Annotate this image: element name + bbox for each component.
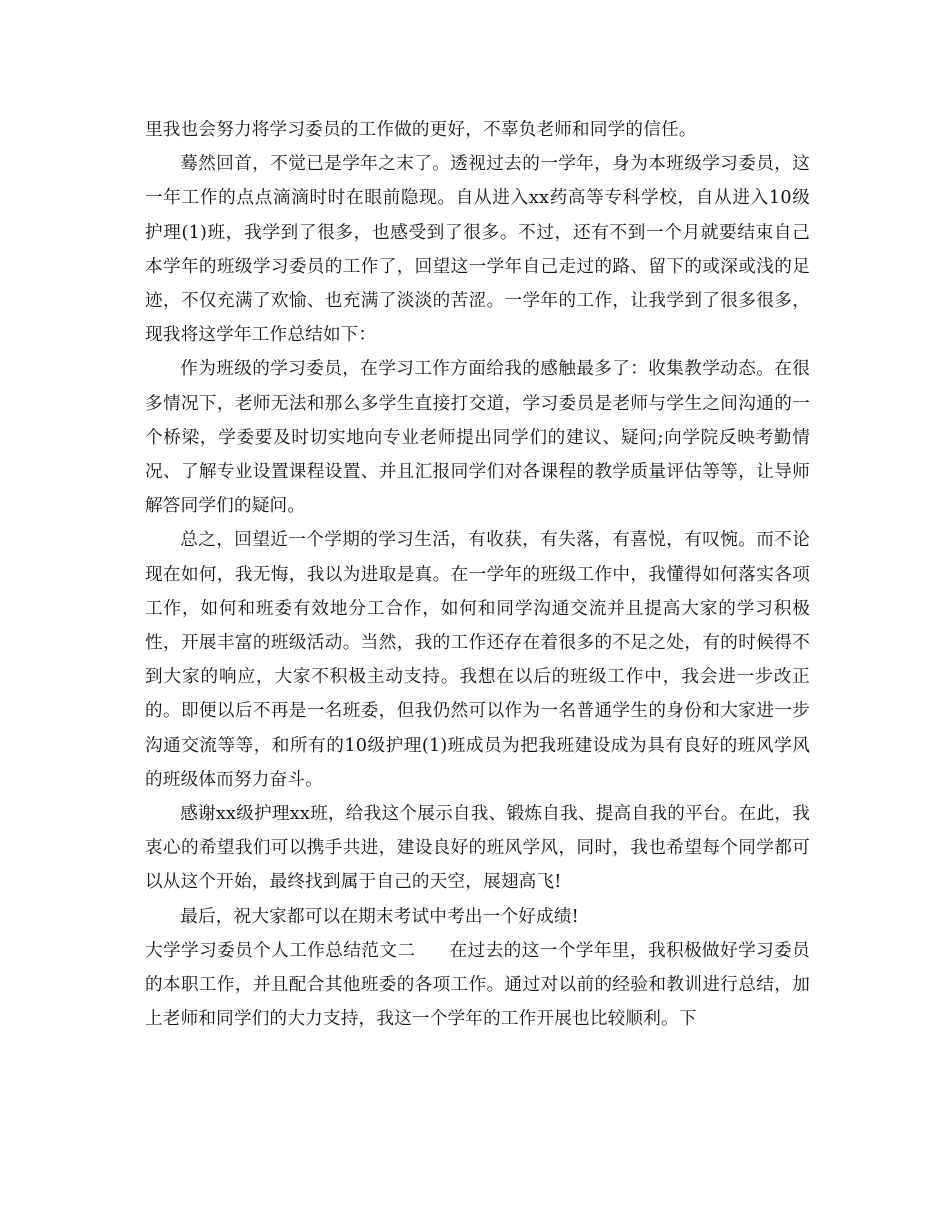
paragraph-2: 蓦然回首，不觉已是学年之末了。透视过去的一学年，身为本班级学习委员，这一年工作的点点滴滴时时在眼前隐现。自从进入xx药高等专科学校，自从进入10级护理(1)班，我学到了很多，也感受到了很多。不过，还有不到一个月就要结束自己本学年的班级学习委员的工作了，回望这一学年自己走过的路、留下的或深或浅的足迹，不仅充满了欢愉、也充满了淡淡的苦涩。一学年的工作，让我学到了很多很多，现我将这学年工作总结如下： bbox=[145, 154, 810, 346]
section-paragraph bbox=[145, 934, 810, 1037]
section-title: 大学学习委员个人工作总结范文二 bbox=[145, 940, 416, 961]
section-text: 在过去的这一个学年里，我积极做好学习委员的本职工作，并且配合其他班委的各项工作。通过对以前的经验和教训进行总结，加上老师和同学们的大力支持，我这一个学年的工作开展也比较顺利。下 bbox=[145, 940, 810, 1030]
paragraph-3: 作为班级的学习委员，在学习工作方面给我的感触最多了：收集教学动态。在很多情况下，老师无法和那么多学生直接打交道，学习委员是老师与学生之间沟通的一个桥梁，学委要及时切实地向专业老师提出同学们的建议、疑问;向学院反映考勤情况、了解专业设置课程设置、并且汇报同学们对各课程的教学质量评估等等，让导师解答同学们的疑问。 bbox=[145, 359, 810, 517]
paragraph-5: 感谢xx级护理xx班，给我这个展示自我、锻炼自我、提高自我的平台。在此，我衷心的希望我们可以携手共进，建设良好的班风学风，同时，我也希望每个同学都可以从这个开始，最终找到属于自己的天空，展翅高飞! bbox=[145, 804, 810, 893]
paragraph-4: 总之，回望近一个学期的学习生活，有收获，有失落，有喜悦，有叹惋。而不论现在如何，我无悔，我以为进取是真。在一学年的班级工作中，我懂得如何落实各项工作，如何和班委有效地分工合作，如何和同学沟通交流并且提高大家的学习积极性，开展丰富的班级活动。当然，我的工作还存在着很多的不足之处，有的时候得不到大家的响应，大家不积极主动支持。我想在以后的班级工作中，我会进一步改正的。即便以后不再是一名班委，但我仍然可以作为一名普通学生的身份和大家进一步沟通交流等等，和所有的10级护理(1)班成员为把我班建设成为具有良好的班风学风的班级体而努力奋斗。 bbox=[145, 530, 810, 790]
document-body bbox=[145, 113, 810, 1036]
paragraph-1: 里我也会努力将学习委员的工作做的更好，不辜负老师和同学的信任。 bbox=[145, 120, 697, 140]
paragraph-6: 最后，祝大家都可以在期末考试中考出一个好成绩! bbox=[180, 906, 579, 927]
